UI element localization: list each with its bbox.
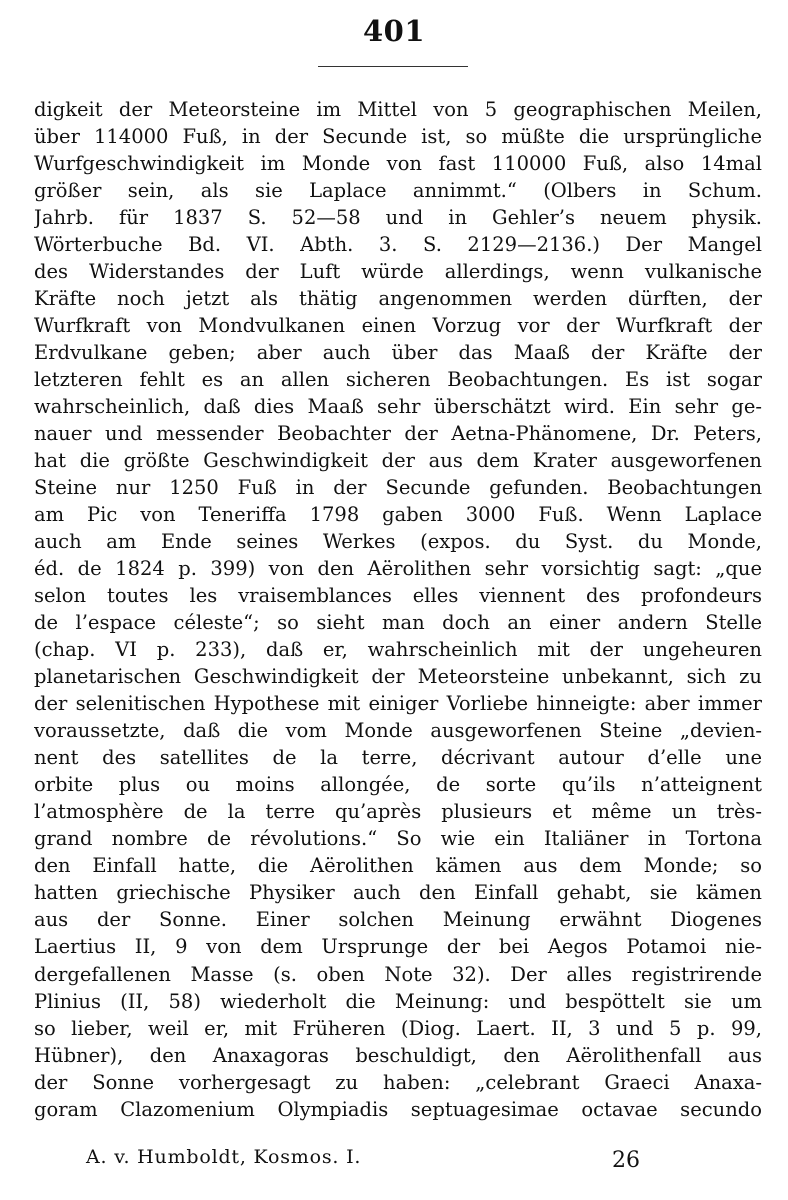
text-line: digkeit der Meteorsteine im Mittel von 5 geographischen Meilen, (34, 98, 762, 121)
text-line: l’atmosphère de la terre qu’après plusieurs et même un très- (34, 800, 762, 824)
text-line: orbite plus ou moins allongée, de sorte qu’ils n’atteignent (34, 773, 762, 797)
text-line: Wurfgeschwindigkeit im Monde von fast 110000 Fuß, also 14mal (34, 152, 762, 176)
text-line: Wurfkraft von Mondvulkanen einen Vorzug vor der Wurfkraft der (34, 314, 762, 338)
text-line: der Sonne vorhergesagt zu haben: „celebrant Graeci Anaxa- (34, 1070, 762, 1094)
text-line: Jahrb. für 1837 S. 52—58 und in Gehler’s neuem physik. (34, 206, 762, 230)
text-line: so lieber, weil er, mit Früheren (Diog. Laert. II, 3 und 5 p. 99, (34, 1016, 762, 1040)
text-line: größer sein, als sie Laplace annimmt.“ (Olbers in Schum. (34, 179, 762, 203)
text-line: Steine nur 1250 Fuß in der Secunde gefunden. Beobachtungen (34, 476, 762, 500)
text-line: Erdvulkane geben; aber auch über das Maaß der Kräfte der (34, 341, 762, 365)
text-line: hat die größte Geschwindigkeit der aus dem Krater ausgeworfenen (34, 449, 762, 473)
text-line: goram Clazomenium Olympiadis septuagesimae octavae secundo (34, 1097, 762, 1121)
header-rule (318, 66, 468, 67)
text-line: (chap. VI p. 233), daß er, wahrscheinlich mit der ungeheuren (34, 638, 762, 662)
text-line: grand nombre de révolutions.“ So wie ein Italiäner in Tortona (34, 827, 762, 851)
text-line: aus der Sonne. Einer solchen Meinung erwähnt Diogenes (34, 908, 762, 932)
text-line: am Pic von Teneriffa 1798 gaben 3000 Fuß. Wenn Laplace (34, 503, 762, 527)
text-line: den Einfall hatte, die Aërolithen kämen aus dem Monde; so (34, 854, 762, 878)
text-line: planetarischen Geschwindigkeit der Meteorsteine unbekannt, sich zu (34, 665, 762, 689)
text-line: éd. de 1824 p. 399) von den Aërolithen sehr vorsichtig sagt: „que (34, 557, 762, 581)
sheet-number: 26 (612, 1148, 640, 1173)
text-line: auch am Ende seines Werkes (expos. du Syst. du Monde, (34, 530, 762, 554)
text-line: nauer und messender Beobachter der Aetna-Phänomene, Dr. Peters, (34, 422, 762, 446)
text-line: Laertius II, 9 von dem Ursprunge der bei Aegos Potamoi nie- (34, 935, 762, 959)
text-line: Plinius (II, 58) wiederholt die Meinung: und bespöttelt sie um (34, 989, 762, 1013)
text-line: selon toutes les vraisemblances elles viennent des profondeurs (34, 584, 762, 608)
text-line: Kräfte noch jetzt als thätig angenommen werden dürften, der (34, 287, 762, 311)
text-line: dergefallenen Masse (s. oben Note 32). Der alles registrirende (34, 962, 762, 986)
text-line: voraussetzte, daß die vom Monde ausgeworfenen Steine „devien- (34, 719, 762, 743)
text-line: Hübner), den Anaxagoras beschuldigt, den Aërolithenfall aus (34, 1043, 762, 1067)
body-text (34, 96, 762, 1123)
text-line: über 114000 Fuß, in der Secunde ist, so müßte die ursprüngliche (34, 125, 762, 149)
text-line: de l’espace céleste“; so sieht man doch an einer andern Stelle (34, 611, 762, 635)
footer-signature: A. v. Humboldt, Kosmos. I. (86, 1146, 362, 1168)
text-line: nent des satellites de la terre, décrivant autour d’elle une (34, 746, 762, 770)
text-line: der selenitischen Hypothese mit einiger Vorliebe hinneigte: aber immer (34, 692, 762, 716)
text-line: hatten griechische Physiker auch den Einfall gehabt, sie kämen (34, 881, 762, 905)
page-number: 401 (362, 14, 426, 48)
text-line: des Widerstandes der Luft würde allerdings, wenn vulkanische (34, 260, 762, 284)
page-footer (0, 1140, 788, 1180)
text-line: wahrscheinlich, daß dies Maaß sehr überschätzt wird. Ein sehr ge- (34, 395, 762, 419)
text-line: letzteren fehlt es an allen sicheren Beobachtungen. Es ist sogar (34, 368, 762, 392)
text-line: Wörterbuche Bd. VI. Abth. 3. S. 2129—2136.) Der Mangel (34, 233, 762, 257)
